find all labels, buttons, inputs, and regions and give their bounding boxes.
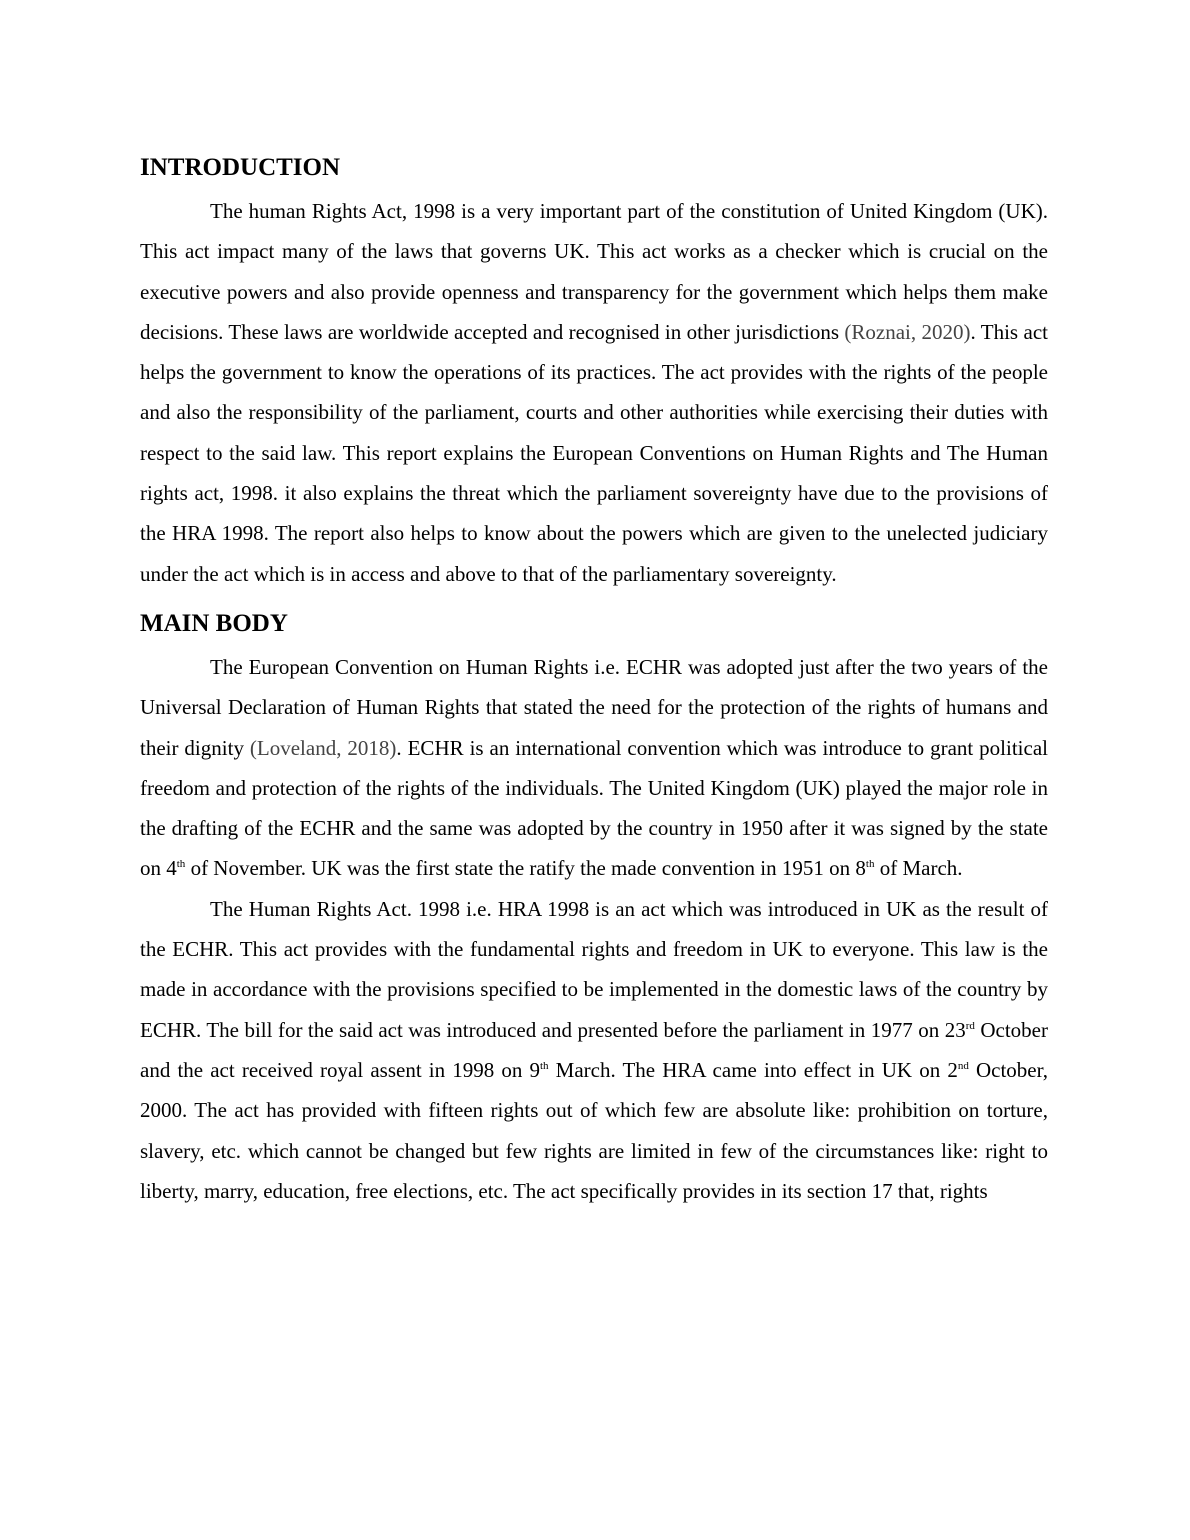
text-run: of March. [874,856,963,881]
text-run: October and the act received royal assent in 1998 on 9 [140,1017,1049,1082]
ordinal-suffix: th [865,858,875,871]
citation-loveland: (Loveland, 2018) [249,735,397,760]
ordinal-suffix: nd [957,1059,969,1072]
ordinal-suffix: th [539,1059,549,1072]
citation-roznai: (Roznai, 2020) [844,319,971,344]
text-run: . ECHR is an international convention which was introduce to grant political freedom and protection of the rights of the individuals. The United Kingdom (UK) played the major role in the drafting of the ECHR and the same was adopted by the country in 1950 after it was signed by the state on 4 [140,735,1048,881]
text-run: The Human Rights Act. 1998 i.e. HRA 1998 is an act which was introduced in UK as the result of the ECHR. This act provides with the fundamental rights and freedom in UK to everyone. This law is the made in accordance with the provisions specified to be implemented in the domestic laws of the country by ECHR. The bill for the said act was introduced and presented before the parliament in 1977 on 23 [140,896,1048,1042]
text-run: . This act helps the government to know the operations of its practices. The act provides with the rights of the people and also the responsibility of the parliament, courts and other authorities while exercising their duties with respect to the said law. This report explains the European Conventions on Human Rights and The Human rights act, 1998. it also explains the threat which the parliament sovereignty have due to the provisions of the HRA 1998. The report also helps to know about the powers which are given to the unelected judiciary under the act which is in access and above to that of the parliamentary sovereignty. [140,319,1048,586]
text-run: The human Rights Act, 1998 is a very important part of the constitution of United Kingdom (UK). This act impact many of the laws that governs UK. This act works as a checker which is crucial on the executive powers and also provide openness and transparency for the government which helps them make decisions. These laws are worldwide accepted and recognised in other jurisdictions [140,199,1048,344]
introduction-paragraph [140,191,1048,594]
main-body-heading: MAIN BODY [140,609,288,637]
document-page [140,148,1048,1211]
text-run: March. The HRA came into effect in UK on 2 [548,1057,958,1082]
text-run: of November. UK was the first state the ratify the made convention in 1951 on 8 [185,856,866,881]
main-body-paragraph-1 [140,647,1048,889]
introduction-heading: INTRODUCTION [140,154,341,181]
main-body-paragraph-2 [140,889,1048,1211]
text-run: October, 2000. The act has provided with fifteen rights out of which few are absolute like: prohibition on torture, slavery, etc. which cannot be changed but few rights are limited in few of the circumstances like: right to liberty, marry, education, free elections, etc. The act specifically provides in its section 17 that, rights [140,1057,1048,1203]
text-run: The European Convention on Human Rights i.e. ECHR was adopted just after the two years of the Universal Declaration of Human Rights that stated the need for the protection of the rights of humans and their dignity [140,654,1048,760]
ordinal-suffix: rd [965,1019,975,1032]
ordinal-suffix: th [176,858,186,871]
